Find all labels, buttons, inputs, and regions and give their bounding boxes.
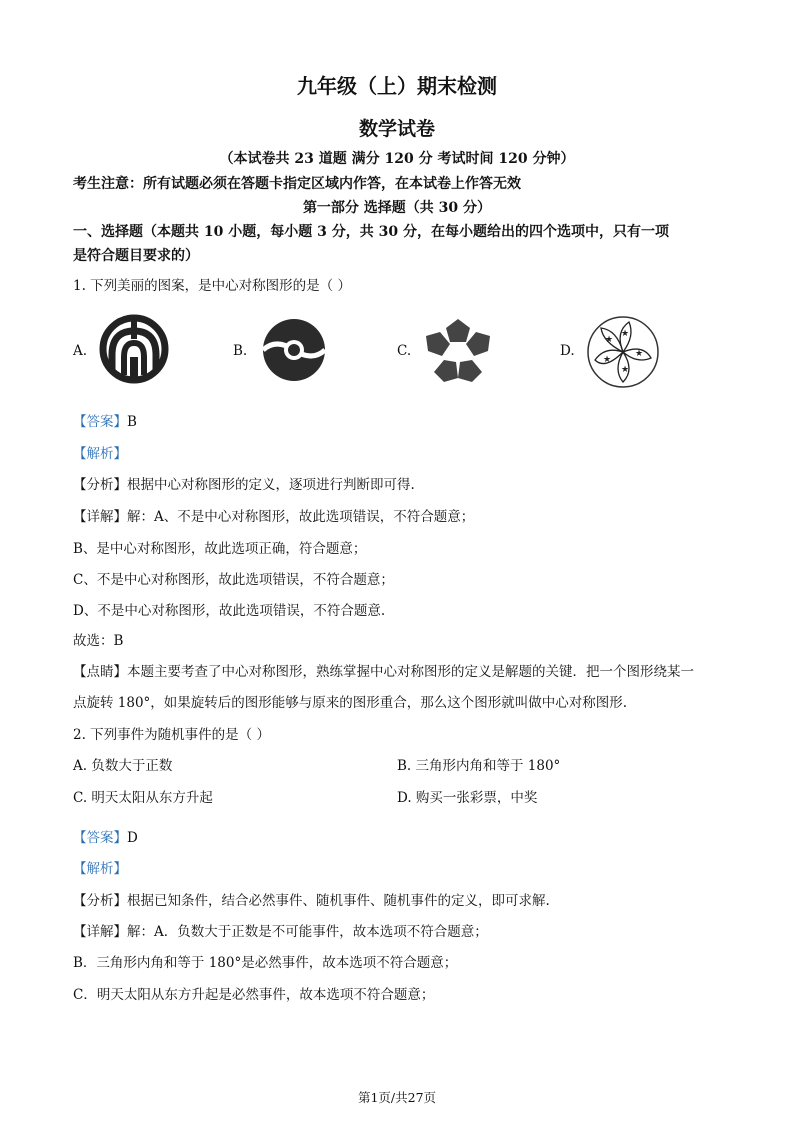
q1-answer — [73, 410, 137, 430]
q2-option-a: A. 负数大于正数 — [73, 758, 173, 774]
fenxi-text: 根据已知条件，结合必然事件、随机事件、随机事件的定义，即可求解. — [127, 893, 550, 909]
page-number: 第1页/共27页 — [357, 1090, 437, 1105]
section-heading-line2: 是符合题目要求的） — [73, 248, 199, 264]
q1-option-d-label: D. — [560, 343, 575, 359]
answer-value: B — [127, 414, 137, 430]
answer-tag: 【答案】 — [73, 414, 127, 430]
section-heading-line1: 一、选择题（本题共 10 小题，每小题 3 分，共 30 分，在每小题给出的四个选项中，只有一项 — [73, 224, 669, 240]
q1-line: C、不是中心对称图形，故此选项错误，不符合题意； — [73, 572, 394, 588]
page-title: 九年级（上）期末检测 — [297, 74, 497, 98]
q1-comment-line2: 点旋转 180°，如果旋转后的图形能够与原来的图形重合，那么这个图形就叫做中心对称图形. — [73, 695, 628, 711]
q1-stem: 1. 下列美丽的图案，是中心对称图形的是（ ） — [73, 278, 351, 294]
q1-option-b-label: B. — [233, 343, 248, 359]
q2-answer — [73, 826, 138, 846]
q2-line: B．三角形内角和等于 180°是必然事件，故本选项不符合题意； — [73, 955, 458, 971]
svg-text:★: ★ — [634, 349, 644, 359]
q1-figure-a — [98, 313, 170, 385]
fenxi-text: 根据中心对称图形的定义，逐项进行判断即可得. — [127, 477, 415, 493]
fenxi-tag: 【分析】 — [73, 477, 127, 493]
svg-text:★: ★ — [620, 329, 630, 339]
q1-figure-b — [260, 316, 328, 384]
comment-tag: 【点睛】 — [73, 664, 127, 680]
q2-fenxi — [73, 889, 550, 909]
q1-comment — [73, 660, 694, 680]
q2-option-b: B. 三角形内角和等于 180° — [397, 758, 561, 774]
comment-text: 本题主要考查了中心对称图形，熟练掌握中心对称图形的定义是解题的关键．把一个图形绕某一 — [127, 664, 694, 680]
q1-figure-d — [585, 314, 661, 390]
detail-text: 解：A．负数大于正数是不可能事件，故本选项不符合题意； — [127, 924, 488, 940]
q2-option-d: D. 购买一张彩票，中奖 — [397, 790, 538, 806]
q2-detail — [73, 920, 488, 940]
q1-detail — [73, 505, 474, 525]
page-subtitle: 数学试卷 — [358, 118, 435, 140]
part-heading: 第一部分 选择题（共 30 分） — [302, 200, 492, 216]
q2-line: C．明天太阳从东方升起是必然事件，故本选项不符合题意； — [73, 987, 435, 1003]
exam-notice: 考生注意：所有试题必须在答题卡指定区域内作答，在本试卷上作答无效 — [73, 176, 521, 192]
q2-analysis-tag: 【解析】 — [73, 861, 127, 877]
q1-line: D、不是中心对称图形，故此选项错误，不符合题意. — [73, 603, 386, 619]
q1-fenxi — [73, 473, 415, 493]
q2-stem: 2. 下列事件为随机事件的是（ ） — [73, 727, 270, 743]
detail-tag: 【详解】 — [73, 509, 127, 525]
svg-text:★: ★ — [602, 355, 612, 365]
q1-analysis-tag: 【解析】 — [73, 446, 127, 462]
fenxi-tag: 【分析】 — [73, 893, 127, 909]
svg-text:★: ★ — [620, 365, 630, 375]
detail-tag: 【详解】 — [73, 924, 127, 940]
exam-info: （本试卷共 23 道题 满分 120 分 考试时间 120 分钟） — [219, 151, 575, 167]
q1-figure-c — [422, 316, 494, 384]
q1-line: 故选：B — [73, 633, 124, 649]
q1-option-c-label: C. — [397, 343, 412, 359]
answer-tag: 【答案】 — [73, 830, 127, 846]
answer-value: D — [127, 830, 138, 846]
detail-text: 解：A、不是中心对称图形，故此选项错误，不符合题意； — [127, 509, 475, 525]
q1-option-a-label: A. — [73, 343, 88, 359]
q2-option-c: C. 明天太阳从东方升起 — [73, 790, 213, 806]
q1-line: B、是中心对称图形，故此选项正确，符合题意； — [73, 541, 367, 557]
svg-text:★: ★ — [604, 335, 614, 345]
